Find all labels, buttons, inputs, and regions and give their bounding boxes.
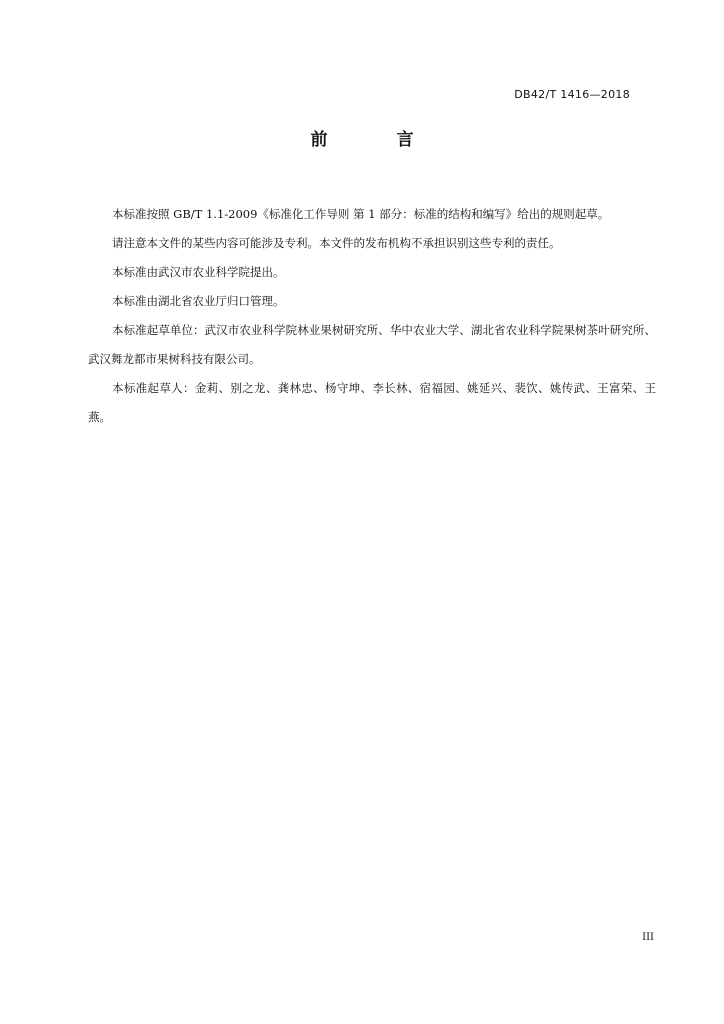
foreword-body [88, 200, 656, 432]
paragraph-patent-notice: 请注意本文件的某些内容可能涉及专利。本文件的发布机构不承担识别这些专利的责任。 [112, 236, 561, 250]
standard-code: DB42/T 1416—2018 [514, 88, 630, 101]
paragraph-proposer: 本标准由武汉市农业科学院提出。 [112, 265, 285, 279]
paragraph-drafting-rules: 本标准按照 GB/T 1.1-2009《标准化工作导则 第 1 部分：标准的结构和编写》给出的规则起草。 [112, 207, 610, 221]
paragraph-management: 本标准由湖北省农业厅归口管理。 [112, 294, 285, 308]
paragraph-drafters: 本标准起草人：金莉、别之龙、龚林忠、杨守坤、李长林、宿福园、姚延兴、裴饮、姚传武、王富荣、王燕。 [88, 381, 656, 424]
page-number: III [642, 932, 654, 943]
page-title: 前 言 [310, 130, 440, 150]
paragraph-drafting-units: 本标准起草单位：武汉市农业科学院林业果树研究所、华中农业大学、湖北省农业科学院果树茶叶研究所、武汉舞龙都市果树科技有限公司。 [88, 323, 656, 366]
